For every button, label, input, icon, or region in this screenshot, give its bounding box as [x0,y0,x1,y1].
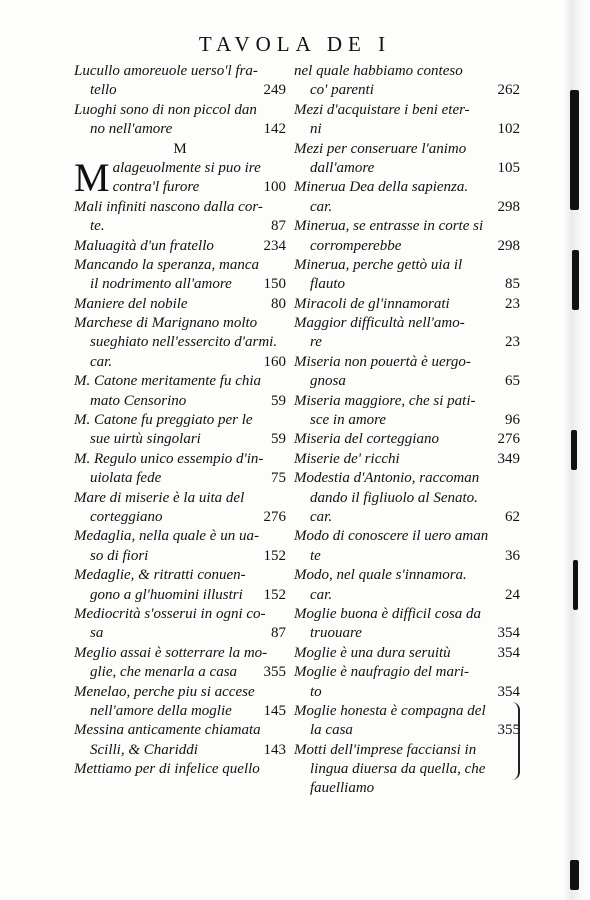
page-number: 354 [497,683,520,700]
page-number: 24 [505,586,520,603]
entry-text: Modestia d'Antonio, raccoman [294,470,480,487]
entry-line [74,295,286,314]
entry-text: car. [90,353,113,370]
entry-text: Moglie honesta è compagna del [294,702,486,719]
entry-text: M. Catone fu preggiato per le [74,412,253,429]
entry-line [74,120,286,139]
section-letter: M [173,140,187,157]
entry-text: Medaglie, & ritratti conuen- [74,567,246,584]
entry-line [74,275,286,294]
entry-line [74,547,286,566]
entry-line [294,101,520,120]
entry-line [74,566,286,585]
entry-line [74,353,286,372]
page-number: 249 [263,82,286,99]
entry-text: fauelliamo [310,780,375,797]
page-number: 59 [271,392,286,409]
index-entry [294,430,520,449]
entry-line [294,741,520,760]
index-entry [74,237,286,256]
entry-text: Mancando la speranza, manca [74,256,259,273]
entry-line [294,644,520,663]
index-entry [74,489,286,528]
page-number: 150 [263,276,286,293]
entry-text: Mezi d'acquistare i beni eter- [294,101,470,118]
entry-text: alageuolmente si puo ire [112,159,261,176]
index-entry [74,683,286,722]
entry-text: Minerua Dea della sapienza. [294,179,469,196]
entry-text: Luoghi sono di non piccol dan [74,101,257,118]
entry-text: nell'amore della moglie [90,702,232,719]
page-number: 100 [263,179,286,196]
page-number: 59 [271,431,286,448]
index-entry [74,760,286,779]
index-entry [74,605,286,644]
index-entry [294,469,520,527]
entry-line [294,392,520,411]
entry-text: Miseria non pouertà è uergo- [294,353,471,370]
entry-text: Maluagità d'un fratello [74,237,214,254]
entry-line [294,295,520,314]
entry-text: uiolata fede [90,470,162,487]
entry-text: Maggior difficultà nell'amo- [294,315,465,332]
entry-line [74,217,286,236]
entry-line [294,120,520,139]
entry-line [74,256,286,275]
entry-text: Miserie de' ricchi [294,450,400,467]
entry-text: car. [310,198,333,215]
index-entry [294,702,520,741]
entry-line [294,489,520,508]
index-entry [74,527,286,566]
entry-line [294,586,520,605]
entry-text: Moglie è una dura seruitù [294,644,451,661]
entry-text: te. [90,218,105,235]
index-column-right [294,62,520,799]
entry-text: dando il figliuolo al Senato. [310,489,478,506]
entry-text: Modo di conoscere il uero aman [294,528,489,545]
entry-text: gono a gl'huomini illustri [90,586,243,603]
index-entry [294,314,520,353]
entry-line [74,101,286,120]
index-entry [294,295,520,314]
entry-text: to [310,683,322,700]
entry-line [294,275,520,294]
page-number: 160 [263,353,286,370]
index-entry [294,527,520,566]
entry-line [294,624,520,643]
entry-line [294,760,520,779]
entry-text: Miracoli de gl'innamorati [294,295,450,312]
page-number: 87 [271,625,286,642]
entry-text: mato Censorino [90,392,187,409]
page-number: 276 [497,431,520,448]
entry-line [74,333,286,352]
page-number: 276 [263,508,286,525]
page-number: 262 [497,82,520,99]
entry-text: Mare di miserie è la uita del [74,489,245,506]
entry-line [74,702,286,721]
index-entry [294,62,520,101]
entry-line [294,178,520,197]
page-number: 354 [497,625,520,642]
index-entry [294,741,520,799]
entry-text: flauto [310,276,346,293]
entry-text: car. [310,508,333,525]
page-number: 65 [505,373,520,390]
index-entry [294,353,520,392]
index-entry [294,392,520,431]
entry-text: re [310,334,322,351]
page-number: 85 [505,276,520,293]
entry-line [74,508,286,527]
index-entry [74,101,286,140]
index-entry [294,663,520,702]
entry-text: M. Regulo unico essempio d'in- [74,450,264,467]
entry-line [294,256,520,275]
entry-text: Scilli, & Chariddi [90,741,198,758]
page-number: 96 [505,412,520,429]
entry-line [294,353,520,372]
index-entry [74,566,286,605]
entry-text: nel quale habbiamo conteso [294,63,463,79]
entry-line [74,527,286,546]
page-title: TAVOLA DE I [198,32,392,56]
entry-line [74,62,286,81]
drop-cap: M [74,154,110,200]
entry-text: Moglie buona è difficil cosa da [294,605,482,622]
page-number: 23 [505,295,520,312]
page-number: 298 [497,198,520,215]
entry-text: glie, che menarla a casa [90,664,238,681]
entry-line [294,450,520,469]
entry-line [74,760,286,779]
index-entry [294,256,520,295]
entry-text: Mettiamo per di infelice quello [74,761,260,778]
index-entry [294,217,520,256]
index-entry [294,605,520,644]
entry-text: corromperebbe [310,237,402,254]
entry-line [294,547,520,566]
entry-line [294,62,520,81]
entry-line [74,663,286,682]
page-number: 349 [497,450,520,467]
entry-line [294,314,520,333]
entry-text: Miseria del corteggiano [294,431,439,448]
entry-line [74,411,286,430]
index-column-left [74,62,286,779]
entry-line [294,527,520,546]
entry-text: sueghiato nell'essercito d'armi. [90,334,278,351]
entry-line [294,430,520,449]
page-number: 105 [497,159,520,176]
page-number: 23 [505,334,520,351]
page-number: 234 [263,237,286,254]
entry-line [294,140,520,159]
entry-text: lingua diuersa da quella, che [310,761,486,778]
page-number: 62 [505,508,520,525]
page-number: 355 [497,722,520,739]
entry-line [74,314,286,333]
entry-text: Maniere del nobile [74,295,188,312]
entry-text: tello [90,82,117,99]
entry-text: ni [310,121,322,138]
entry-line [294,217,520,236]
page-number: 152 [263,586,286,603]
entry-line [74,392,286,411]
entry-text: no nell'amore [90,121,173,138]
entry-line [294,779,520,798]
page-number: 102 [497,121,520,138]
entry-text: Modo, nel quale s'innamora. [294,567,467,584]
entry-text: car. [310,586,333,603]
page-number: 36 [505,547,520,564]
entry-text: Minerua, perche gettò uia il [294,256,463,273]
page-number: 152 [263,547,286,564]
entry-text: Messina anticamente chiamata [74,722,261,739]
entry-text: contra'l furore [112,179,200,196]
entry-line [294,198,520,217]
entry-line [294,721,520,740]
index-entry [294,101,520,140]
entry-line [74,683,286,702]
index-entry [294,644,520,663]
entry-text: Moglie è naufragio del mari- [294,664,469,681]
entry-line [294,372,520,391]
entry-text: Menelao, perche piu si accese [74,683,255,700]
entry-text: sa [90,625,104,642]
entry-text: corteggiano [90,508,163,525]
entry-line [294,663,520,682]
page-number: 354 [497,644,520,661]
entry-line [74,159,286,178]
index-entry [294,450,520,469]
entry-text: dall'amore [310,159,375,176]
entry-text: gnosa [310,373,346,390]
entry-text: co' parenti [310,82,374,99]
entry-text: il nodrimento all'amore [90,276,232,293]
entry-line [74,605,286,624]
page-number: 355 [263,664,286,681]
entry-line [74,624,286,643]
entry-text: Mezi per conseruare l'animo [294,140,467,157]
entry-line [294,566,520,585]
entry-line [294,605,520,624]
entry-line [74,741,286,760]
entry-text: Minerua, se entrasse in corte si [294,218,484,235]
index-entry [74,154,286,200]
entry-text: Mediocrità s'osserui in ogni co- [74,605,266,622]
entry-line [74,178,286,197]
entry-text: Lucullo amoreuole uerso'l fra- [74,63,258,79]
entry-text: Motti dell'imprese facciansi in [294,741,477,758]
index-entry [74,450,286,489]
index-entry [74,256,286,295]
entry-text: Medaglia, nella quale è un ua- [74,528,259,545]
entry-line [74,81,286,100]
index-entry [74,198,286,237]
entry-line [294,469,520,488]
entry-text: la casa [310,722,353,739]
page-number: 145 [263,702,286,719]
entry-text: so di fiori [90,547,149,564]
entry-line [74,586,286,605]
index-entry [294,566,520,605]
entry-text: Miseria maggiore, che si pati- [294,392,476,409]
entry-line [74,198,286,217]
entry-line [294,683,520,702]
entry-text: te [310,547,321,564]
index-entry [74,411,286,450]
entry-line [74,721,286,740]
entry-text: sce in amore [310,412,387,429]
page-number: 75 [271,470,286,487]
index-entry [294,140,520,179]
entry-text: truouare [310,625,362,642]
entry-line [294,333,520,352]
entry-line [74,450,286,469]
entry-text: M. Catone meritamente fu chia [74,373,262,390]
entry-line [294,508,520,527]
index-entry [74,62,286,101]
entry-line [294,702,520,721]
entry-text: Mali infiniti nascono dalla cor- [74,198,263,215]
page-number: 143 [263,741,286,758]
entry-line [74,372,286,391]
index-entry [294,178,520,217]
index-entry [74,372,286,411]
index-entry [74,721,286,760]
entry-line [74,644,286,663]
entry-line [74,469,286,488]
page-number: 80 [271,295,286,312]
entry-line [294,411,520,430]
entry-text: sue uirtù singolari [90,431,201,448]
page-number: 142 [263,121,286,138]
entry-line [74,489,286,508]
page-number: 298 [497,237,520,254]
entry-text: Meglio assai è sotterrare la mo- [74,644,268,661]
page-number: 87 [271,218,286,235]
entry-line [294,159,520,178]
entry-line [294,237,520,256]
entry-line [294,81,520,100]
entry-line [74,237,286,256]
entry-line [74,430,286,449]
index-entry [74,295,286,314]
margin-bracket [510,702,520,780]
index-entry [74,644,286,683]
page-gutter [564,0,590,900]
index-entry [74,314,286,372]
entry-text: Marchese di Marignano molto [74,315,258,332]
